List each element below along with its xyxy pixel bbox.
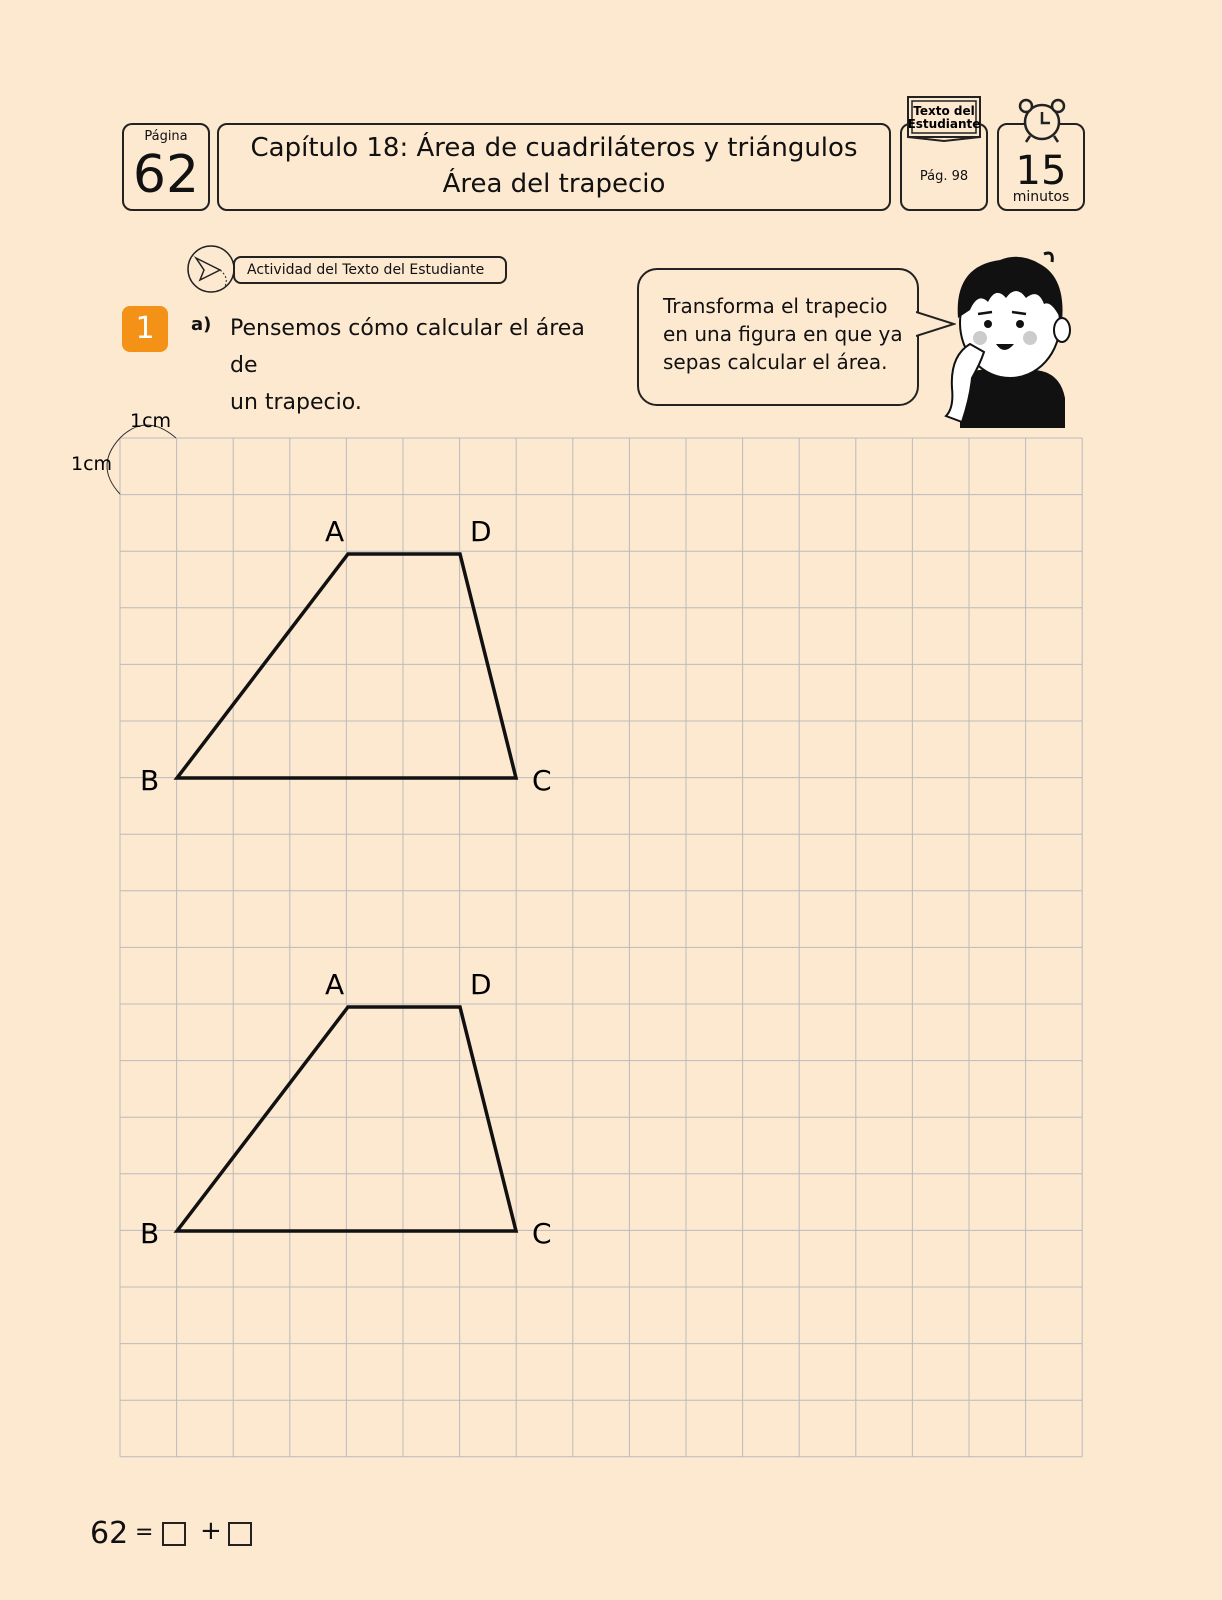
footer-page-number: 62 xyxy=(90,1516,129,1551)
grid-lines xyxy=(120,438,1082,1457)
chapter-title: Capítulo 18: Área de cuadriláteros y triángulos xyxy=(250,133,858,163)
paper-plane-icon xyxy=(186,244,236,294)
prompt-text xyxy=(230,310,610,421)
page-number-box xyxy=(122,123,210,211)
speech-text xyxy=(663,292,903,376)
footer-plus: + xyxy=(200,1516,222,1546)
item-letter: a) xyxy=(191,314,212,335)
trapezoid-2-label-c: C xyxy=(532,1217,552,1250)
book-icon-label-2: Estudiante xyxy=(907,117,981,131)
scale-label-vertical: 1cm xyxy=(71,453,113,475)
trapezoid-2-label-b: B xyxy=(140,1217,160,1250)
lesson-title: Área del trapecio xyxy=(442,169,666,199)
footer-blank-box-2 xyxy=(228,1522,252,1546)
trapezoid-1-label-a: A xyxy=(325,515,345,548)
speech-line-2: en una figura en que ya xyxy=(663,322,903,346)
trapezoid-1-label-d: D xyxy=(470,515,492,548)
page-number: 62 xyxy=(132,145,200,205)
reference-page: Pág. 98 xyxy=(919,169,969,184)
child-illustration xyxy=(940,248,1085,428)
item-number-badge: 1 xyxy=(122,306,168,352)
activity-pill-label: Actividad del Texto del Estudiante xyxy=(247,262,485,278)
trapezoid-1-label-c: C xyxy=(532,764,552,797)
time-unit: minutos xyxy=(1012,189,1070,205)
prompt-line-1: Pensemos cómo calcular el área de xyxy=(230,316,585,378)
page-label: Página xyxy=(144,129,188,144)
book-icon-label: Texto del xyxy=(913,104,975,118)
speech-line-3: sepas calcular el área. xyxy=(663,350,888,374)
prompt-line-2: un trapecio. xyxy=(230,390,362,415)
trapezoid-1-label-b: B xyxy=(140,764,160,797)
speech-line-1: Transforma el trapecio xyxy=(663,294,888,318)
time-value: 15 xyxy=(1015,148,1067,194)
scale-label-horizontal: 1cm xyxy=(130,410,172,432)
trapezoid-2-label-a: A xyxy=(325,968,345,1001)
trapezoid-2-label-d: D xyxy=(470,968,492,1001)
footer-equals: = xyxy=(135,1520,154,1545)
activity-pill xyxy=(233,256,507,284)
book-icon xyxy=(905,94,983,142)
alarm-clock-icon xyxy=(1016,96,1068,144)
footer-blank-box-1 xyxy=(162,1522,186,1546)
title-box xyxy=(217,123,891,211)
speech-bubble xyxy=(637,268,919,406)
